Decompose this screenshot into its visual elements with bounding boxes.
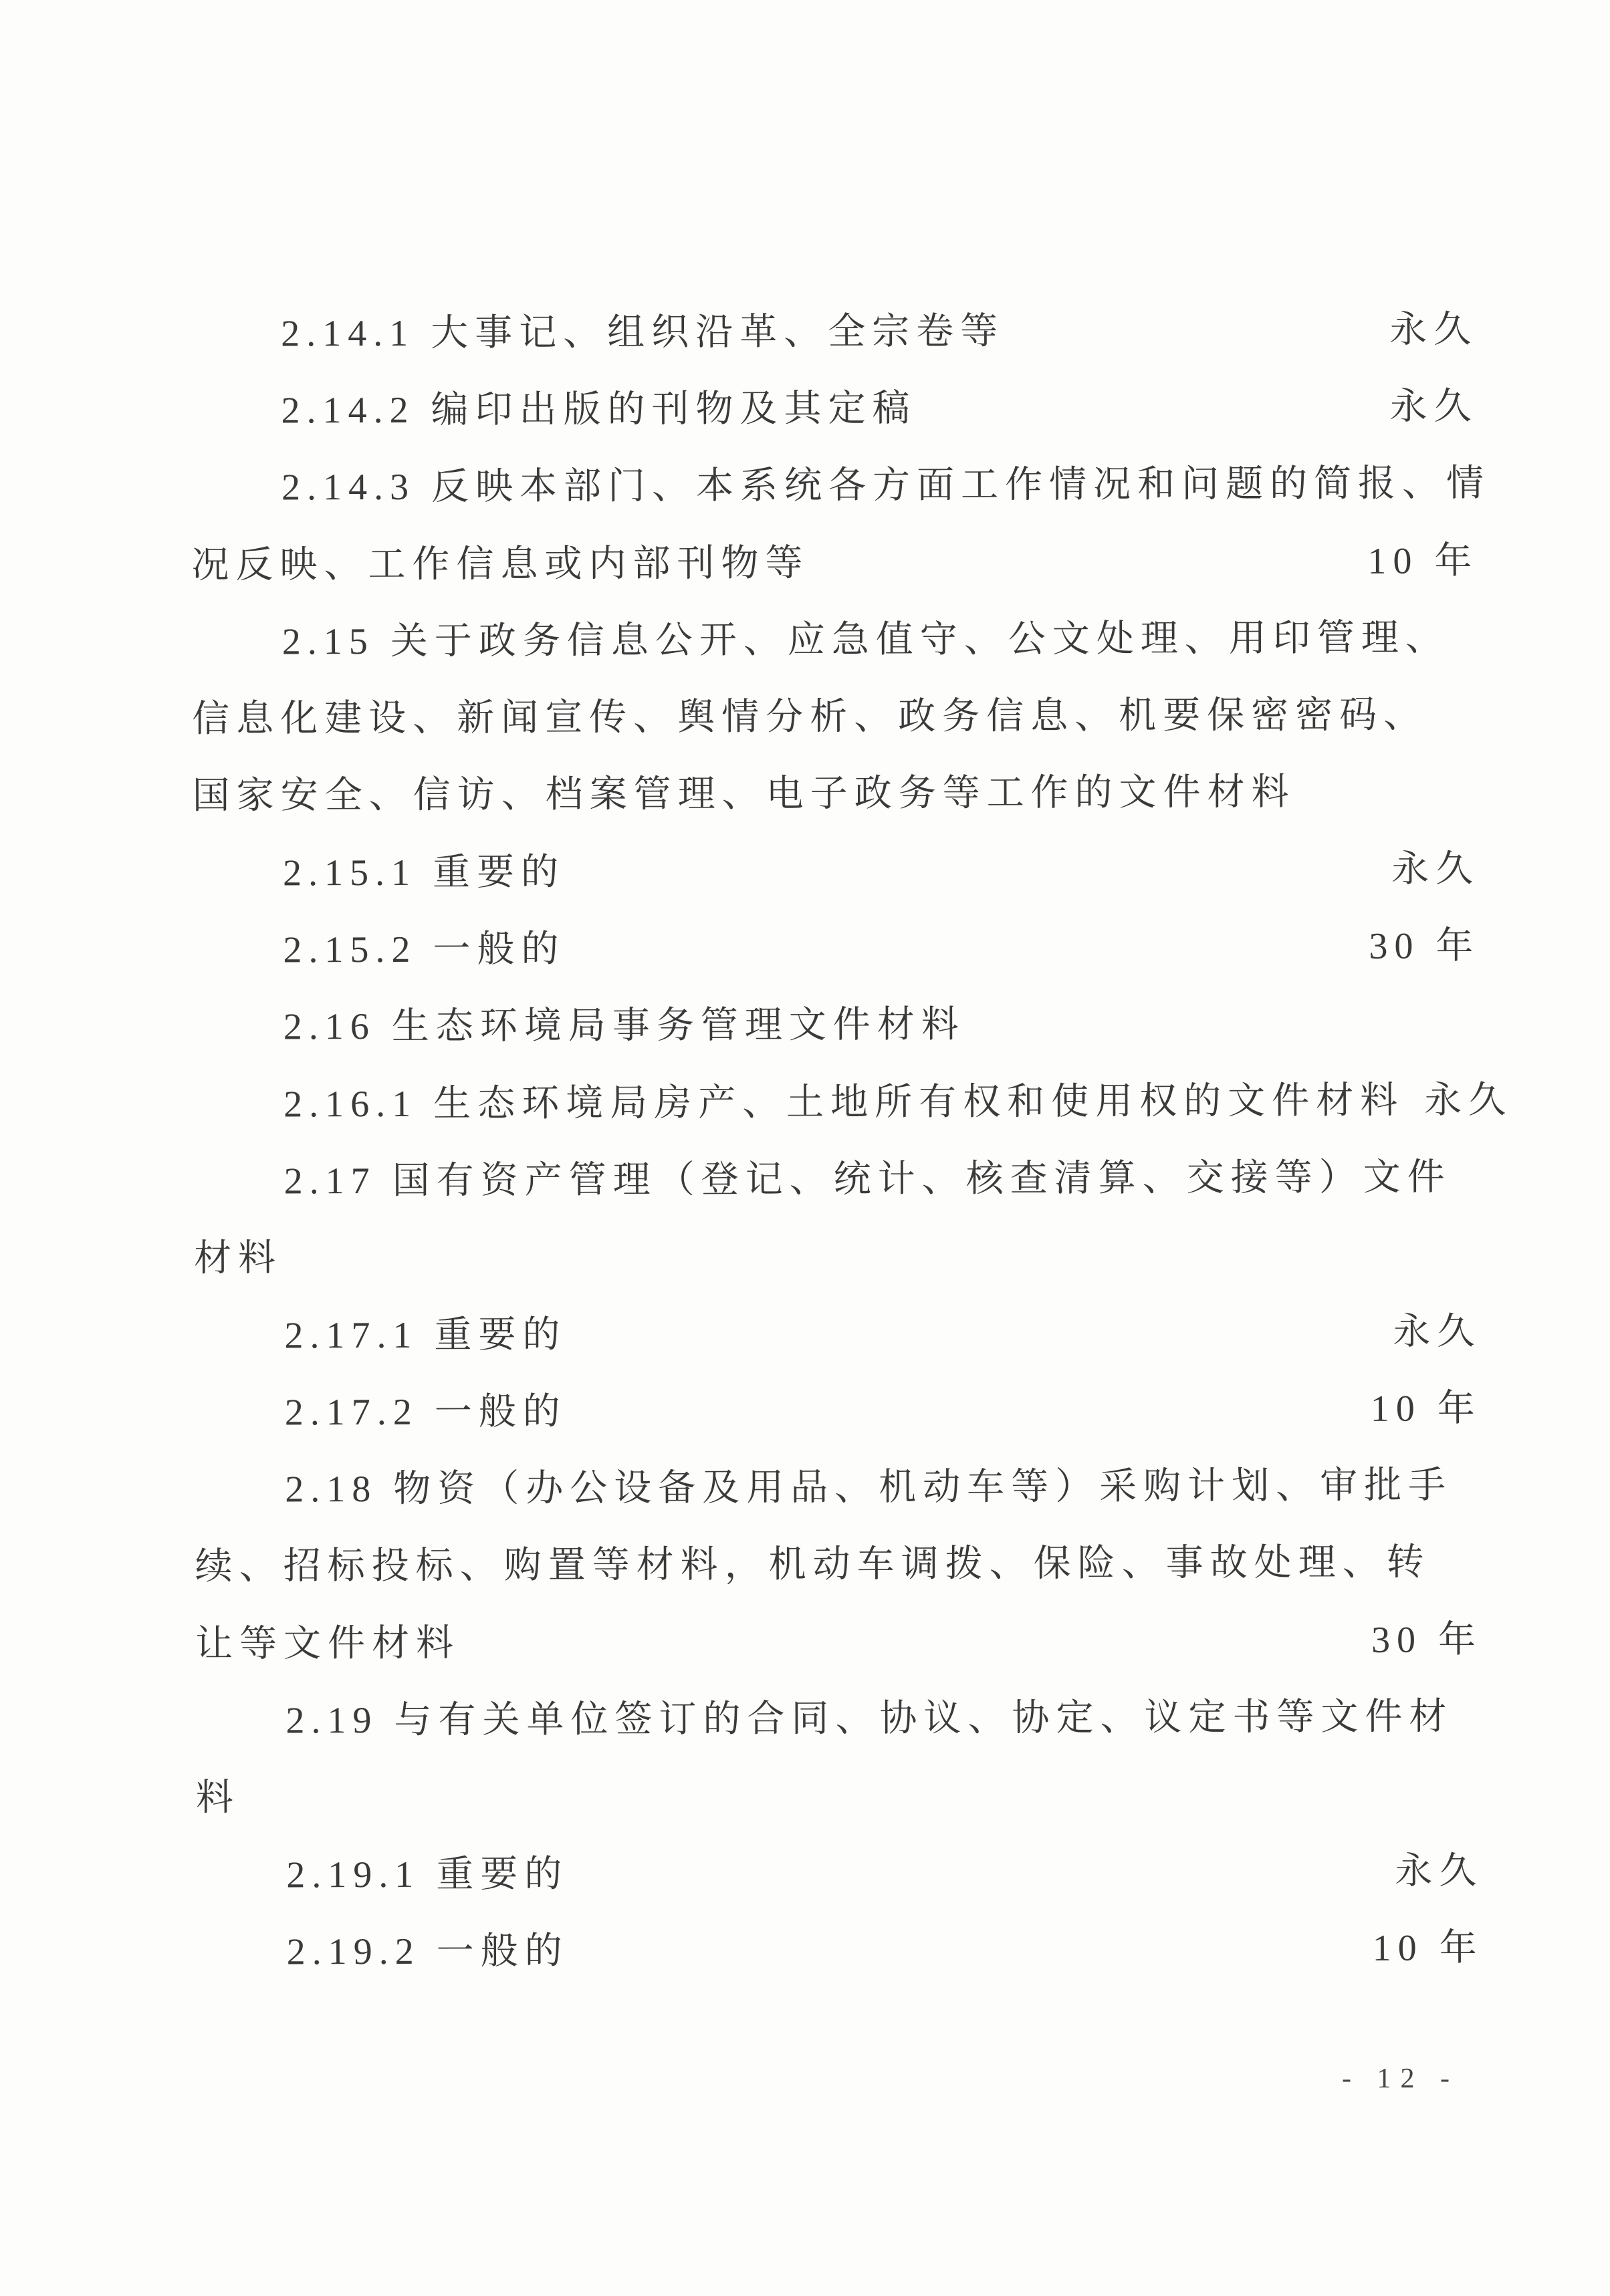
line-text: 2.14.2 编印出版的刊物及其定稿 xyxy=(281,388,917,432)
line-text: 2.15.2 一般的 xyxy=(283,928,566,971)
line-text: 2.15 关于政务信息公开、应急值守、公文处理、用印管理、 xyxy=(281,617,1450,663)
line-text: 2.17 国有资产管理（登记、统计、核查清算、交接等）文件 xyxy=(283,1156,1452,1202)
line-text: 2.19.2 一般的 xyxy=(286,1930,569,1973)
document-line xyxy=(193,1136,1480,1217)
line-text: 2.19 与有关单位签订的合同、协议、协定、议定书等文件材 xyxy=(285,1696,1454,1742)
line-text: 2.16.1 生态环境局房产、土地所有权和使用权的文件材料 xyxy=(283,1079,1405,1126)
line-text: 料 xyxy=(195,1777,240,1819)
line-retention-period: 10 年 xyxy=(1367,539,1479,582)
line-retention-period: 30 年 xyxy=(1369,925,1480,967)
line-retention-period: 10 年 xyxy=(1372,1927,1484,1969)
line-retention-period: 永久 xyxy=(1424,1079,1513,1122)
document-line xyxy=(193,981,1480,1063)
document-body xyxy=(191,287,1513,1987)
line-text: 2.14.1 大事记、组织沿革、全宗卷等 xyxy=(281,310,1005,355)
document-line xyxy=(193,1058,1513,1140)
document-line xyxy=(192,673,1479,755)
line-retention-period: 30 年 xyxy=(1371,1618,1483,1661)
line-text: 2.17.1 重要的 xyxy=(284,1313,567,1357)
document-line xyxy=(193,904,1480,986)
document-line xyxy=(191,287,1478,369)
line-text: 国家安全、信访、档案管理、电子政务等工作的文件材料 xyxy=(192,771,1296,817)
line-text: 2.19.1 重要的 xyxy=(286,1853,569,1896)
line-retention-period: 永久 xyxy=(1389,386,1478,428)
line-text: 2.15.1 重要的 xyxy=(282,851,566,894)
document-line xyxy=(191,442,1491,523)
line-text: 2.17.2 一般的 xyxy=(284,1390,567,1434)
document-line xyxy=(195,1675,1482,1757)
document-line xyxy=(195,1444,1482,1525)
page-number: - 12 - xyxy=(1342,2063,1459,2094)
line-text: 材料 xyxy=(193,1237,283,1280)
line-retention-period: 永久 xyxy=(1395,1849,1484,1892)
document-line xyxy=(191,365,1478,447)
line-text: 2.16 生态环境局事务管理文件材料 xyxy=(283,1004,965,1048)
document-line xyxy=(193,827,1480,908)
document-line xyxy=(196,1752,1483,1833)
document-line xyxy=(192,750,1479,832)
document-line xyxy=(195,1598,1482,1679)
document-line xyxy=(191,519,1478,600)
line-text: 2.18 物资（办公设备及用品、机动车等）采购计划、审批手 xyxy=(285,1464,1453,1511)
document-line xyxy=(196,1829,1483,1910)
line-text: 2.14.3 反映本部门、本系统各方面工作情况和问题的简报、情 xyxy=(281,463,1491,509)
line-text: 让等文件材料 xyxy=(195,1622,461,1665)
document-line xyxy=(195,1366,1482,1448)
line-text: 信息化建设、新闻宣传、舆情分析、政务信息、机要保密密码、 xyxy=(192,694,1428,741)
line-text: 续、招标投标、购置等材料，机动车调拨、保险、事故处理、转 xyxy=(195,1541,1431,1588)
document-line xyxy=(194,1213,1481,1294)
document-line xyxy=(196,1906,1483,1988)
line-retention-period: 永久 xyxy=(1389,308,1478,351)
line-retention-period: 永久 xyxy=(1391,848,1480,890)
line-retention-period: 10 年 xyxy=(1370,1388,1482,1430)
document-line xyxy=(194,1289,1481,1371)
line-retention-period: 永久 xyxy=(1393,1310,1482,1353)
document-line xyxy=(195,1521,1482,1602)
document-line xyxy=(192,596,1479,677)
line-text: 况反映、工作信息或内部刊物等 xyxy=(191,542,810,586)
